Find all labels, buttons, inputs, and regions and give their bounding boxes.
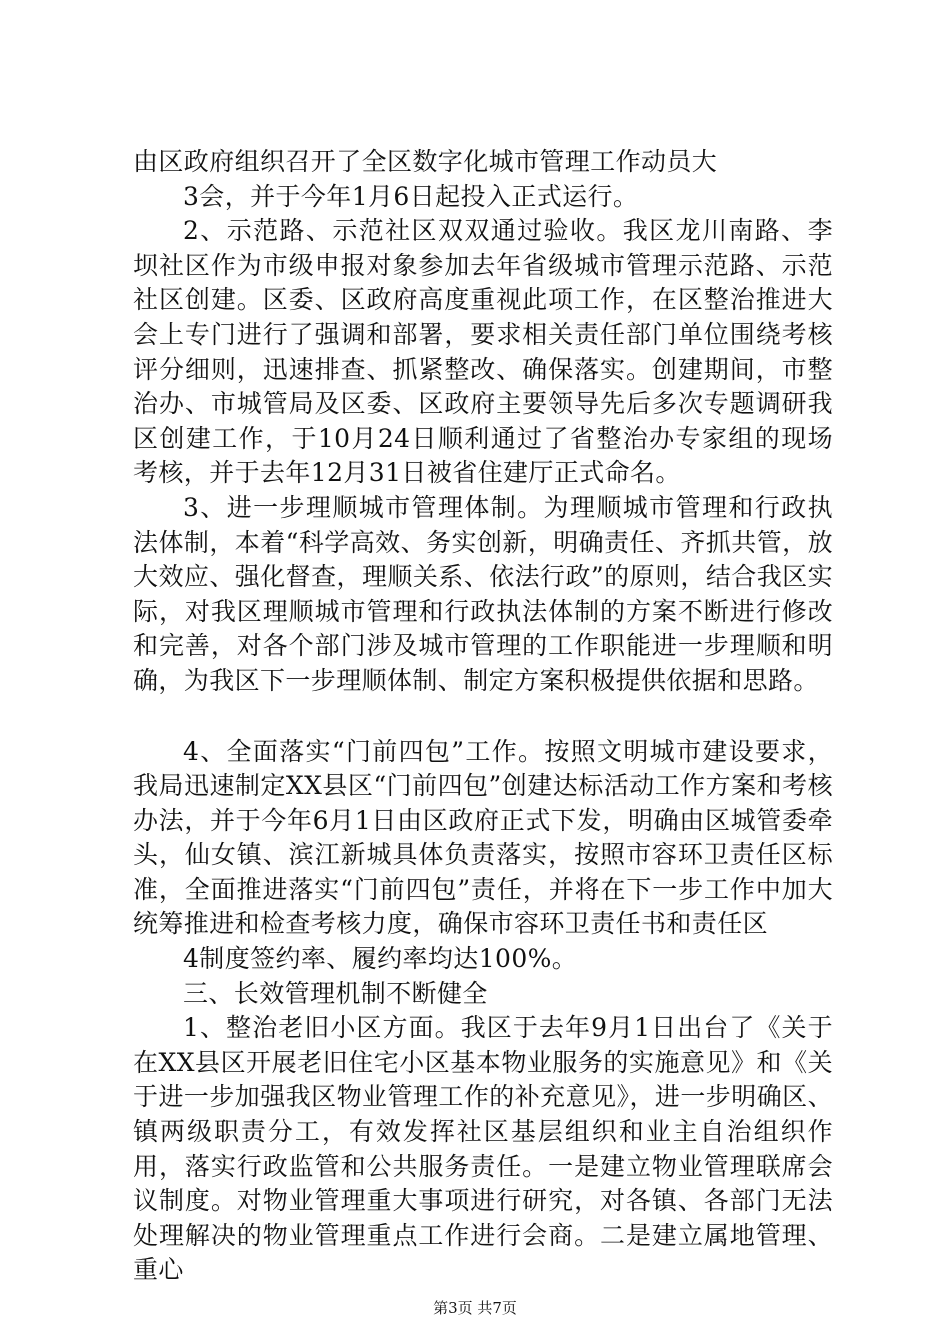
paragraph-four-packages: 4、全面落实“门前四包”工作。按照文明城市建设要求，我局迅速制定XX县区“门前四包”创建达标活动工作方案和考核办法，并于今年6月1日由区政府正式下发，明确由区城管委牵头，仙女镇、滨江新城具体负责落实，按照市容环卫责任区标准，全面推进落实“门前四包”责任，并将在下一步工作中加大统筹推进和检查考核力度，确保市容环卫责任书和责任区 — [133, 736, 833, 939]
paragraph-demo-road-community: 2、示范路、示范社区双双通过验收。我区龙川南路、李坝社区作为市级申报对象参加去年省级城市管理示范路、示范社区创建。区委、区政府高度重视此项工作，在区整治推进大会上专门进行了强调和部署，要求相关责任部门单位围绕考核评分细则，迅速排查、抓紧整改、确保落实。创建期间，市整治办、市城管局及区委、区政府主要领导先后多次专题调研我区创建工作，于10月24日顺利通过了省整治办专家组的现场考核，并于去年12月31日被省住建厅正式命名。 — [133, 216, 833, 488]
paragraph-management-system: 3、进一步理顺城市管理体制。为理顺城市管理和行政执法体制，本着“科学高效、务实创新，明确责任、齐抓共管，放大效应、强化督查，理顺关系、依法行政”的原则，结合我区实际，对我区理顺城市管理和行政执法体制的方案不断进行修改和完善，对各个部门涉及城市管理的工作职能进一步理顺和明确，为我区下一步理顺体制、制定方案积极提供依据和思路。 — [133, 492, 833, 695]
paragraph-signing-rate: 4制度签约率、履约率均达100%。 — [183, 944, 578, 974]
paragraph-old-communities: 1、整治老旧小区方面。我区于去年9月1日出台了《关于在XX县区开展老旧住宅小区基本物业服务的实施意见》和《关于进一步加强我区物业管理工作的补充意见》，进一步明确区、镇两级职责分工，有效发挥社区基层组织和业主自治组织作用，落实行政监管和公共服务责任。一是建立物业管理联席会议制度。对物业管理重大事项进行研究，对各镇、各部门无法处理解决的物业管理重点工作进行会商。二是建立属地管理、重心 — [133, 1013, 833, 1285]
paragraph-continuation: 由区政府组织召开了全区数字化城市管理工作动员大 — [133, 147, 718, 176]
document-body — [133, 145, 833, 1288]
page-number-footer: 第3页 共7页 — [433, 1299, 517, 1317]
paragraph-meeting-operation: 3会，并于今年1月6日起投入正式运行。 — [183, 181, 639, 211]
section-heading-long-term-mechanism: 三、长效管理机制不断健全 — [183, 978, 488, 1008]
